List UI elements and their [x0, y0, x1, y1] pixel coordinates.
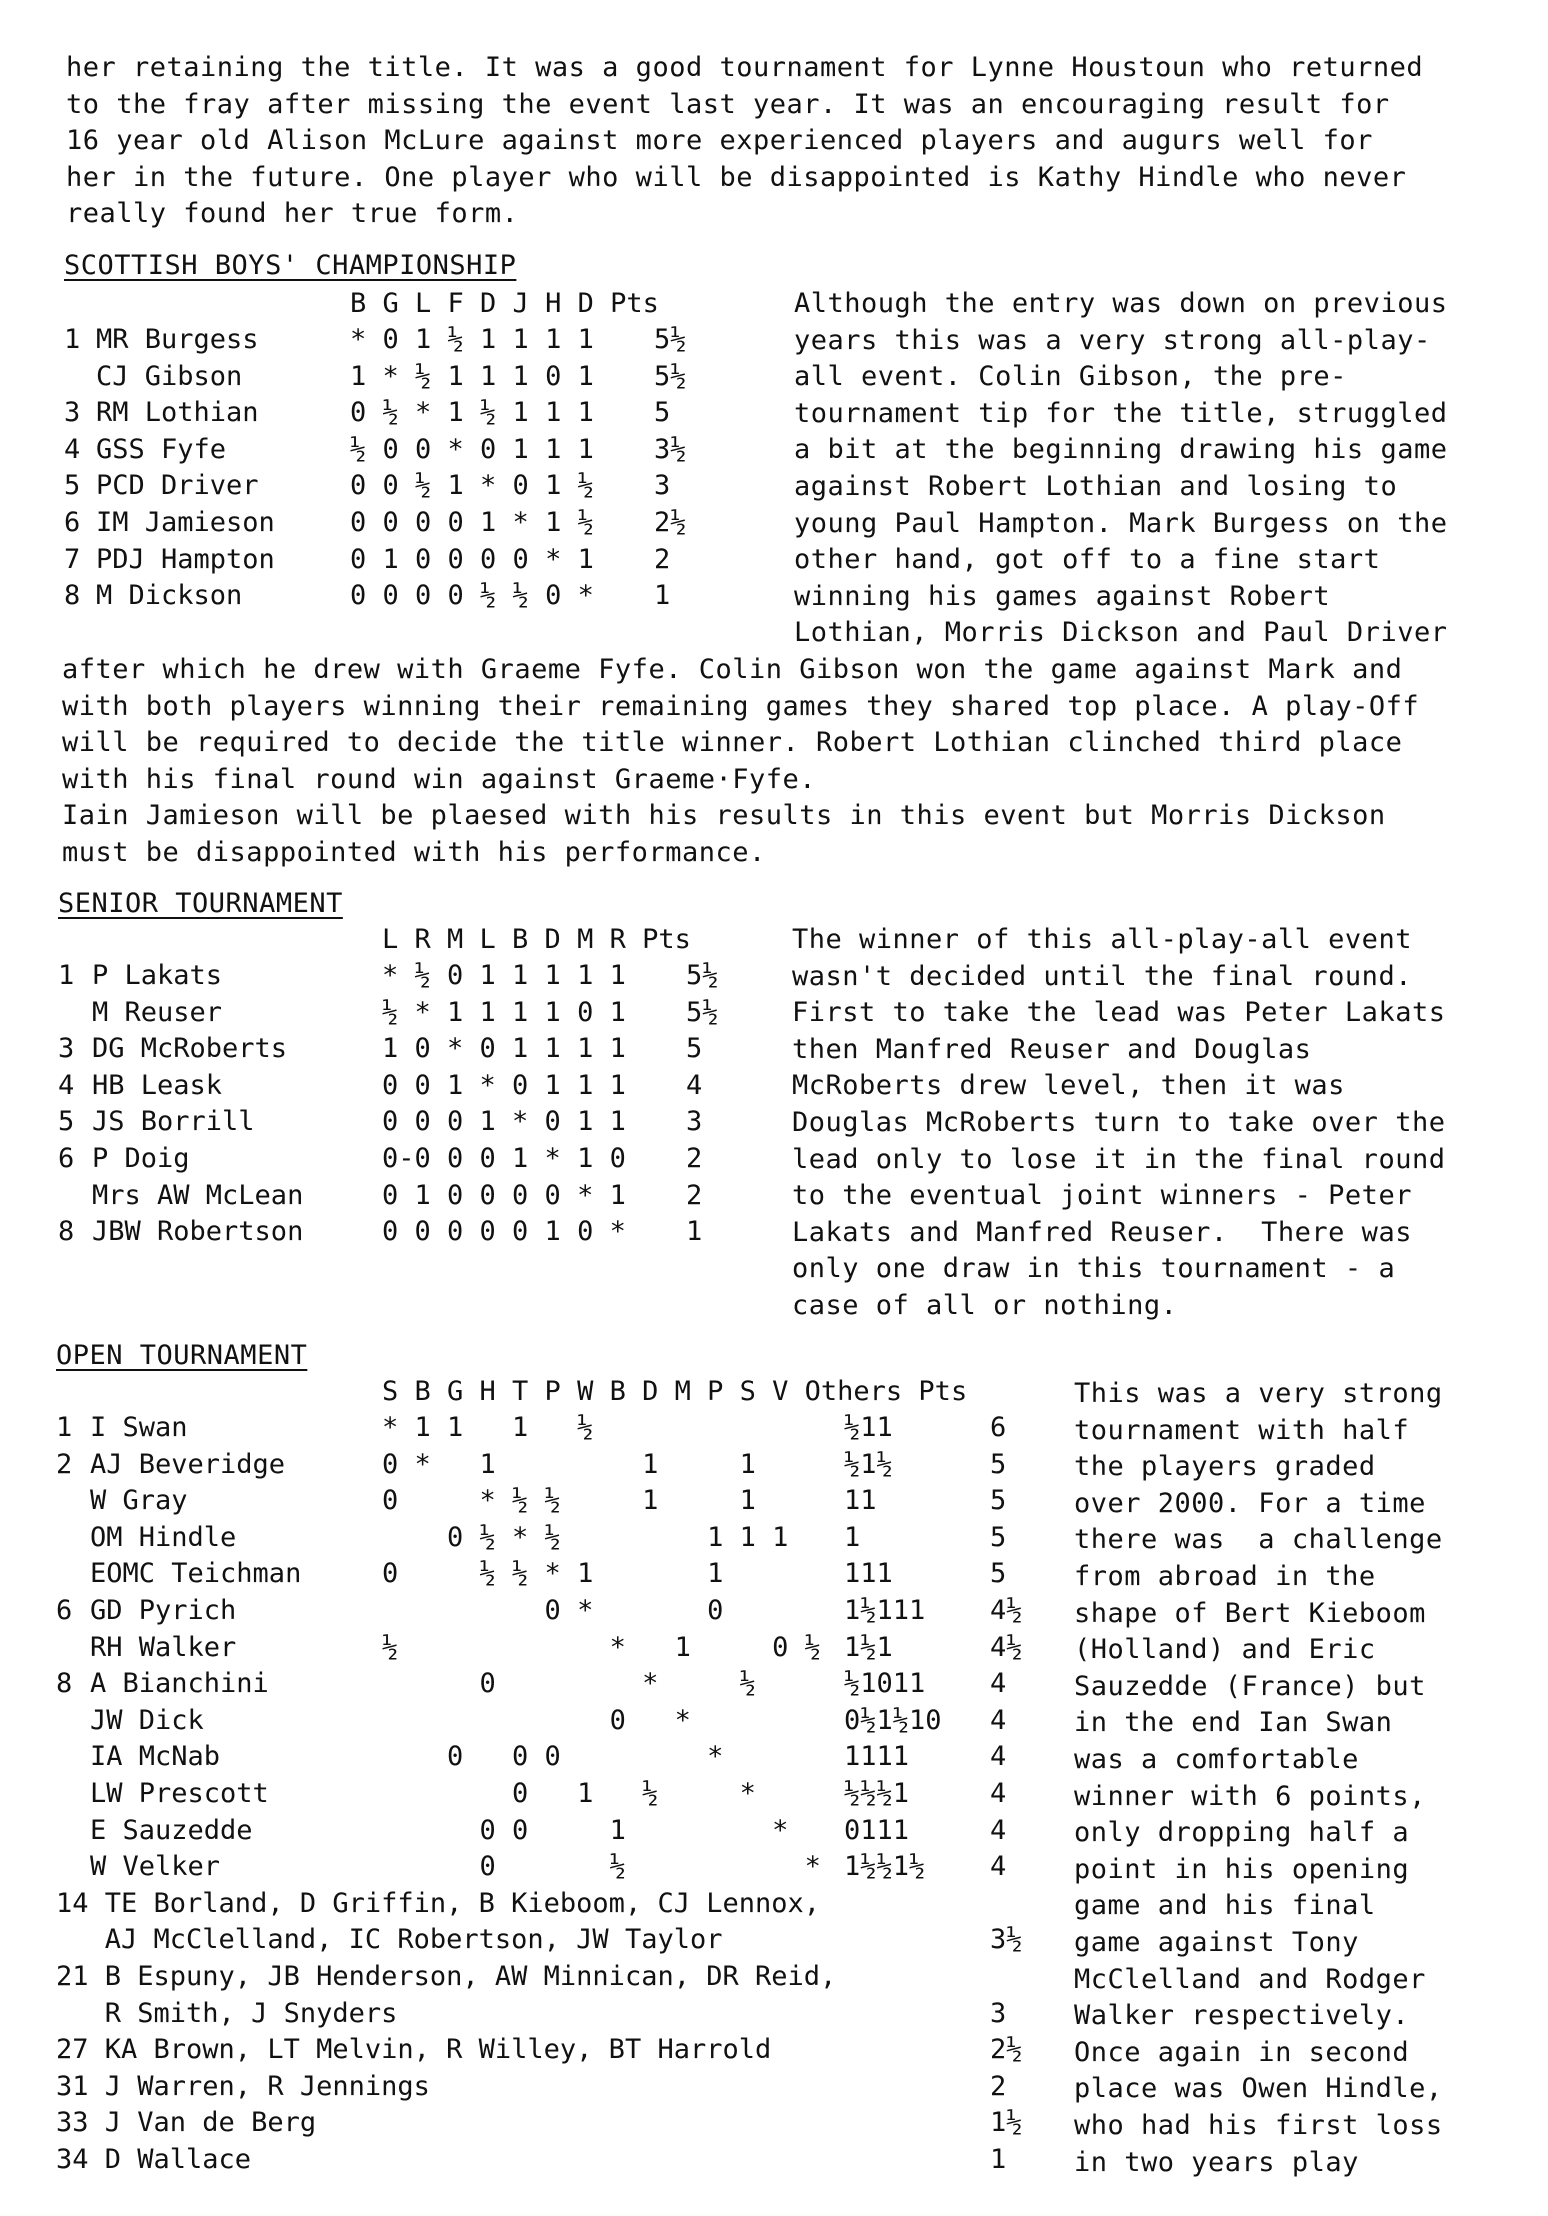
boys-commentary-line: all event. Colin Gibson, the pre-: [794, 361, 1347, 393]
intro-line: to the fray after missing the event last year. It was an encouraging result for: [66, 88, 1390, 120]
open-group-pts: 2: [990, 2070, 1007, 2102]
senior-commentary-line: The winner of this all-play-all event: [792, 924, 1412, 955]
open-row-others: ½11: [844, 1412, 893, 1443]
boys-commentary-line: against Robert Lothian and losing to: [794, 471, 1398, 502]
senior-commentary-line: only one draw in this tournament - a: [792, 1253, 1396, 1285]
open-commentary-line: Once again in second: [1074, 2036, 1410, 2068]
senior-row-scores: 0-0 0 0 1 * 1 0: [382, 1143, 626, 1174]
boys-row-name: PDJ Hampton: [96, 543, 275, 575]
open-row-others: 1½1: [844, 1631, 893, 1663]
open-row-pts: 5: [990, 1448, 1007, 1480]
open-row-others: 0½1½10: [844, 1704, 942, 1736]
open-row-name: JW Dick: [90, 1704, 204, 1736]
open-commentary-line: there was a challenge: [1074, 1524, 1443, 1556]
senior-row-pts: 3: [686, 1106, 703, 1138]
senior-row-name: HB Leask: [92, 1069, 223, 1101]
open-row-pos: 2: [56, 1448, 73, 1480]
open-row-scores: 0 * ½ ½ 1 1: [382, 1485, 756, 1517]
open-commentary-line: place was Owen Hindle,: [1074, 2073, 1443, 2105]
open-group-pts: 1½: [990, 2107, 1023, 2139]
senior-row-name: P Doig: [92, 1143, 190, 1174]
open-row-scores: 0 0 1 *: [382, 1814, 789, 1846]
open-row-pts: 4½: [990, 1631, 1023, 1663]
senior-row-scores: ½ * 1 1 1 1 0 1: [382, 996, 626, 1028]
senior-row-scores: * ½ 0 1 1 1 1 1: [382, 960, 626, 991]
open-row-name: W Gray: [90, 1485, 188, 1517]
boys-row-scores: ½ 0 0 * 0 1 1 1: [350, 433, 594, 465]
open-row-others: ½1½: [844, 1448, 893, 1480]
open-table-header: S B G H T P W B D M P S V Others Pts: [382, 1376, 968, 1407]
senior-row-pts: 4: [686, 1069, 703, 1101]
senior-row-scores: 0 0 0 1 * 0 1 1: [382, 1106, 626, 1138]
open-row-scores: ½ * 1 0 ½: [382, 1631, 821, 1663]
boys-row-name: MR Burgess: [96, 324, 259, 355]
boys-row-pts: 5: [654, 397, 671, 429]
boys-row-pts: 2: [654, 543, 671, 575]
open-row-scores: 0 ½ * ½ 1 1 1: [382, 1521, 789, 1553]
open-commentary-line: This was a very strong: [1074, 1378, 1443, 1409]
boys-row-scores: * 0 1 ½ 1 1 1 1: [350, 324, 594, 355]
open-group-line: 27 KA Brown, LT Melvin, R Willey, BT Harrold: [56, 2034, 772, 2066]
senior-row-pos: 4: [58, 1069, 75, 1101]
open-commentary-line: game and his final: [1074, 1890, 1376, 1922]
boys-after-line: after which he drew with Graeme Fyfe. Colin Gibson won the game against Mark and: [62, 654, 1403, 685]
senior-commentary-line: to the eventual joint winners - Peter: [792, 1180, 1412, 1212]
boys-row-scores: 1 * ½ 1 1 1 0 1: [350, 360, 594, 392]
open-row-pts: 6: [990, 1412, 1007, 1443]
senior-commentary-line: case of all or nothing.: [792, 1290, 1178, 1321]
open-row-scores: 0 *: [382, 1704, 691, 1736]
open-commentary-line: in the end Ian Swan: [1074, 1707, 1393, 1739]
boys-row-name: PCD Driver: [96, 470, 259, 502]
open-row-name: IA McNab: [90, 1741, 221, 1773]
open-row-others: 11: [844, 1485, 877, 1517]
open-group-line: 33 J Van de Berg: [56, 2107, 317, 2139]
boys-row-scores: 0 0 0 0 ½ ½ 0 *: [350, 580, 594, 612]
boys-row-pos: 6: [64, 507, 81, 538]
senior-row-scores: 0 0 0 0 0 1 0 *: [382, 1216, 626, 1248]
senior-row-pos: 5: [58, 1106, 75, 1138]
open-row-others: ½1011: [844, 1668, 926, 1700]
boys-commentary-line: years this was a very strong all-play-: [794, 324, 1431, 356]
open-row-pts: 4: [990, 1668, 1007, 1700]
senior-row-pts: 5½: [686, 996, 719, 1028]
open-row-pts: 4: [990, 1778, 1007, 1809]
senior-commentary-line: Lakats and Manfred Reuser. There was: [792, 1216, 1412, 1248]
open-row-pts: 4: [990, 1814, 1007, 1846]
boys-row-pos: 8: [64, 580, 81, 612]
boys-commentary-line: tournament tip for the title, struggled: [794, 397, 1448, 429]
senior-table-header: L R M L B D M R Pts: [382, 924, 691, 955]
open-row-pts: 4: [990, 1741, 1007, 1773]
open-commentary-line: in two years play: [1074, 2146, 1359, 2178]
open-group-pts: 1: [990, 2144, 1007, 2175]
boys-row-pos: 5: [64, 470, 81, 502]
boys-row-name: IM Jamieson: [96, 507, 275, 538]
open-row-pos: 8: [56, 1668, 73, 1700]
open-commentary-line: who had his first loss: [1074, 2110, 1443, 2141]
senior-row-pos: 6: [58, 1143, 75, 1174]
boys-row-pts: 1: [654, 580, 671, 612]
senior-commentary-line: First to take the lead was Peter Lakats: [792, 997, 1446, 1029]
open-row-pts: 4: [990, 1704, 1007, 1736]
section-heading-open: OPEN TOURNAMENT: [56, 1340, 308, 1371]
section-heading-boys: SCOTTISH BOYS' CHAMPIONSHIP: [64, 250, 517, 281]
open-commentary-line: Sauzedde (France) but: [1074, 1670, 1426, 1702]
open-row-name: LW Prescott: [90, 1778, 269, 1809]
open-group-line: 21 B Espuny, JB Henderson, AW Minnican, DR Reid,: [56, 1961, 837, 1992]
senior-row-scores: 0 1 0 0 0 0 * 1: [382, 1179, 626, 1211]
senior-row-name: JBW Robertson: [92, 1216, 304, 1248]
boys-row-pts: 2½: [654, 507, 687, 538]
senior-row-pos: 1: [58, 960, 75, 991]
senior-row-name: Mrs AW McLean: [92, 1179, 304, 1211]
open-commentary-line: game against Tony: [1074, 1927, 1359, 1958]
open-group-line: 34 D Wallace: [56, 2144, 252, 2175]
boys-commentary-line: winning his games against Robert: [794, 580, 1331, 612]
senior-row-pts: 5½: [686, 960, 719, 991]
boys-row-scores: 0 0 ½ 1 * 0 1 ½: [350, 470, 594, 502]
open-row-name: W Velker: [90, 1851, 221, 1883]
boys-after-line: must be disappointed with his performance.: [62, 837, 766, 868]
open-row-name: AJ Beveridge: [90, 1448, 286, 1480]
open-row-others: 1111: [844, 1741, 910, 1773]
open-row-others: 1½½1½: [844, 1851, 926, 1883]
open-row-pos: 6: [56, 1595, 73, 1626]
boys-row-pts: 5½: [654, 360, 687, 392]
boys-row-scores: 0 0 0 0 1 * 1 ½: [350, 507, 594, 538]
open-commentary-line: winner with 6 points,: [1074, 1780, 1426, 1812]
open-commentary-line: was a comfortable: [1074, 1744, 1359, 1775]
boys-commentary-line: young Paul Hampton. Mark Burgess on the: [794, 507, 1448, 539]
boys-table-header: B G L F D J H D Pts: [350, 288, 659, 319]
open-commentary-line: over 2000. For a time: [1074, 1487, 1426, 1519]
open-row-name: OM Hindle: [90, 1521, 237, 1553]
senior-row-name: JS Borrill: [92, 1106, 255, 1138]
open-row-pts: 4½: [990, 1595, 1023, 1626]
intro-line: really found her true form.: [66, 198, 519, 230]
intro-line: her retaining the title. It was a good tournament for Lynne Houstoun who returned: [66, 52, 1424, 83]
boys-commentary-line: a bit at the beginning drawing his game: [794, 434, 1448, 466]
open-commentary-line: tournament with half: [1074, 1414, 1410, 1446]
open-row-pos: 1: [56, 1412, 73, 1443]
boys-row-pos: 1: [64, 324, 81, 355]
boys-row-pts: 5½: [654, 324, 687, 355]
senior-row-name: DG McRoberts: [92, 1033, 288, 1065]
open-row-pts: 4: [990, 1851, 1007, 1883]
open-commentary-line: (Holland) and Eric: [1074, 1634, 1376, 1666]
senior-row-pts: 2: [686, 1143, 703, 1174]
open-commentary-line: shape of Bert Kieboom: [1074, 1597, 1426, 1629]
open-commentary-line: Walker respectively.: [1074, 2000, 1410, 2032]
open-row-others: ½½½1: [844, 1778, 910, 1809]
senior-commentary-line: lead only to lose it in the final round: [792, 1143, 1446, 1175]
open-row-pts: 5: [990, 1521, 1007, 1553]
senior-commentary-line: then Manfred Reuser and Douglas: [792, 1033, 1312, 1065]
open-row-scores: 0 1 ½ *: [382, 1778, 756, 1809]
open-row-others: 111: [844, 1558, 893, 1590]
boys-after-line: will be required to decide the title winner. Robert Lothian clinched third place: [62, 727, 1403, 759]
boys-commentary-line: Lothian, Morris Dickson and Paul Driver: [794, 617, 1448, 649]
intro-line: her in the future. One player who will be disappointed is Kathy Hindle who never: [66, 161, 1407, 193]
boys-row-pts: 3½: [654, 433, 687, 465]
open-row-pts: 5: [990, 1485, 1007, 1517]
boys-commentary-line: Although the entry was down on previous: [794, 288, 1448, 319]
senior-commentary-line: Douglas McRoberts turn to take over the: [792, 1107, 1446, 1138]
boys-after-line: with his final round win against Graeme·Fyfe.: [62, 763, 816, 795]
open-row-others: 0111: [844, 1814, 910, 1846]
open-row-name: I Swan: [90, 1412, 188, 1443]
open-row-scores: * 1 1 1 ½: [382, 1412, 594, 1443]
senior-row-pos: 3: [58, 1033, 75, 1065]
open-row-others: 1½111: [844, 1595, 926, 1626]
boys-row-name: RM Lothian: [96, 397, 259, 429]
boys-row-pos: 7: [64, 543, 81, 575]
section-heading-senior: SENIOR TOURNAMENT: [58, 888, 343, 919]
senior-row-pts: 1: [686, 1216, 703, 1248]
boys-row-name: M Dickson: [96, 580, 243, 612]
open-commentary-line: McClelland and Rodger: [1074, 1963, 1426, 1995]
intro-line: 16 year old Alison McLure against more experienced players and augurs well for: [66, 125, 1373, 157]
open-row-scores: 0 0 0 *: [382, 1741, 724, 1773]
open-row-scores: 0 * 0: [382, 1595, 724, 1626]
open-row-name: A Bianchini: [90, 1668, 269, 1700]
open-row-pts: 5: [990, 1558, 1007, 1590]
senior-commentary-line: wasn't decided until the final round.: [792, 960, 1412, 992]
open-commentary-line: from abroad in the: [1074, 1561, 1376, 1592]
open-row-scores: 0 ½ ½ * 1 1: [382, 1558, 724, 1590]
boys-row-name: CJ Gibson: [96, 360, 243, 392]
boys-row-pos: 4: [64, 433, 81, 465]
boys-after-line: Iain Jamieson will be plaesed with his results in this event but Morris Dickson: [62, 800, 1386, 832]
open-row-name: GD Pyrich: [90, 1595, 237, 1626]
open-group-line: 14 TE Borland, D Griffin, B Kieboom, CJ Lennox,: [56, 1887, 821, 1919]
senior-row-pos: 8: [58, 1216, 75, 1248]
open-group-pts: 3½: [990, 1924, 1023, 1956]
open-commentary-line: only dropping half a: [1074, 1817, 1410, 1849]
boys-commentary-line: other hand, got off to a fine start: [794, 544, 1381, 576]
open-commentary-line: point in his opening: [1074, 1853, 1410, 1885]
open-row-others: 1: [844, 1521, 861, 1553]
open-row-scores: 0 * 1 1 1: [382, 1448, 756, 1480]
boys-row-scores: 0 1 0 0 0 0 * 1: [350, 543, 594, 575]
open-row-scores: 0 ½ *: [382, 1851, 821, 1883]
senior-commentary-line: McRoberts drew level, then it was: [792, 1070, 1345, 1102]
boys-row-pts: 3: [654, 470, 671, 502]
senior-row-pts: 5: [686, 1033, 703, 1065]
senior-row-scores: 0 0 1 * 0 1 1 1: [382, 1069, 626, 1101]
open-row-name: E Sauzedde: [90, 1814, 253, 1846]
open-row-name: RH Walker: [90, 1631, 237, 1663]
open-group-pts: 2½: [990, 2034, 1023, 2066]
boys-row-pos: 3: [64, 397, 81, 429]
boys-after-line: with both players winning their remaining games they shared top place. A play-Off: [62, 690, 1420, 722]
boys-row-scores: 0 ½ * 1 ½ 1 1 1: [350, 397, 594, 429]
open-group-line: 31 J Warren, R Jennings: [56, 2070, 430, 2102]
open-group-pts: 3: [990, 1997, 1007, 2029]
open-row-name: EOMC Teichman: [90, 1558, 302, 1590]
open-group-line: AJ McClelland, IC Robertson, JW Taylor: [56, 1924, 723, 1956]
senior-row-scores: 1 0 * 0 1 1 1 1: [382, 1033, 626, 1065]
senior-row-name: P Lakats: [92, 960, 223, 991]
senior-row-pts: 2: [686, 1179, 703, 1211]
open-row-scores: 0 * ½: [382, 1668, 756, 1700]
open-group-line: R Smith, J Snyders: [56, 1997, 398, 2029]
boys-row-name: GSS Fyfe: [96, 433, 227, 465]
senior-row-name: M Reuser: [92, 996, 223, 1028]
open-commentary-line: the players graded: [1074, 1451, 1376, 1483]
